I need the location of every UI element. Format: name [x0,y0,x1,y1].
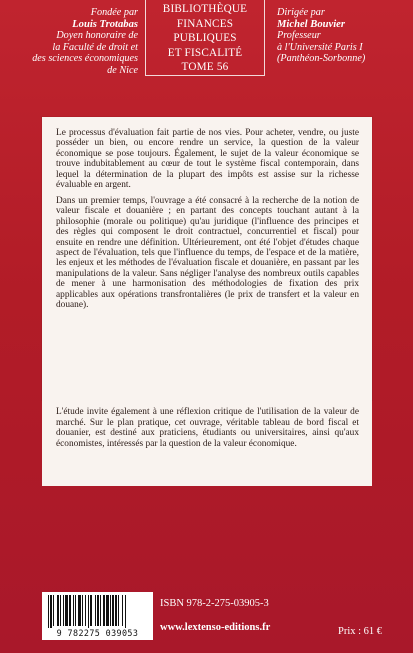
director-title-line: Professeur [277,30,321,42]
founder-name: Louis Trotabas [72,18,138,30]
director-name: Michel Bouvier [277,18,345,30]
price: Prix : 61 € [338,626,383,637]
founder-intro: Fondée par [90,7,138,18]
series-volume: TOME 56 [181,61,229,74]
director-title-line: (Panthéon-Sorbonne) [277,53,366,65]
series-line: FINANCES PUBLIQUES [173,17,237,45]
barcode-bars-icon [48,595,147,629]
director-intro: Dirigée par [277,7,325,18]
barcode-number: 9 782275 039053 [44,628,151,638]
blurb-paragraph: L'étude invite également à une réflexion critique de l'utilisation de la valeur de marché. Sur le plan pratique, cet ouvrage, véritable tableau de bord fiscal et douanier, est destiné aux praticiens, étudiants ou universitaires, ainsi qu'aux économistes, intéressés par la question de la valeur économique. [56,407,359,449]
founder-title-line: de Nice [107,64,138,76]
blurb-paragraph: Le processus d'évaluation fait partie de nos vies. Pour acheter, vendre, ou juste posséder un bien, ou encore rendre un service, la question de la valeur économique se pose toujours. Également, le sujet de la valeur économique se trouve indubitablement au cœur de tout le système fiscal contemporain, dans lequel la détermination de la plupart des impôts est assise sur la richesse évaluable en argent. [56,128,359,191]
publisher-website: www.lextenso-editions.fr [160,622,271,633]
blurb-text [56,128,359,311]
blurb-text-lower [56,398,359,459]
blurb-paragraph: Dans un premier temps, l'ouvrage a été consacré à la recherche de la notion de valeur fiscale et douanière ; en partant des concepts touchant autant à la philosophie (morale ou politique) qu'au juridique (l'influence des principes et des règles qui composent le droit contractuel, concurrentiel et fiscal) pour ensuite en rendre une définition. Ultérieurement, ont été l'objet d'études chaque aspect de l'évaluation, tels que l'influence du temps, de l'espace et de la matière, les enjeux et les méthodes de l'évaluation fiscale et douanière, en passant par les manipulations de la valeur. Sans négliger l'analyse des nombreux outils capables de mener à une harmonisation des méthodologies de fixation des prix applicables aux opérations transfrontalières (le prix de transfert et la valeur en douane). [56,195,359,311]
director-title-line: à l'Université Paris I [277,41,363,53]
blurb-panel [42,117,372,400]
barcode [42,592,153,640]
series-line: BIBLIOTHÈQUE [162,3,248,15]
series-title-box [145,0,265,76]
series-line: ET FISCALITÉ [167,46,243,59]
director-credit [277,7,407,65]
founder-title-line: la Faculté de droit et [52,41,138,53]
founder-title-line: Doyen honoraire de [56,30,138,42]
founder-credit [6,7,138,77]
blurb-panel-lower [42,400,372,486]
isbn: ISBN 978-2-275-03905-3 [160,598,269,609]
founder-title-line: des sciences économiques [32,53,138,65]
